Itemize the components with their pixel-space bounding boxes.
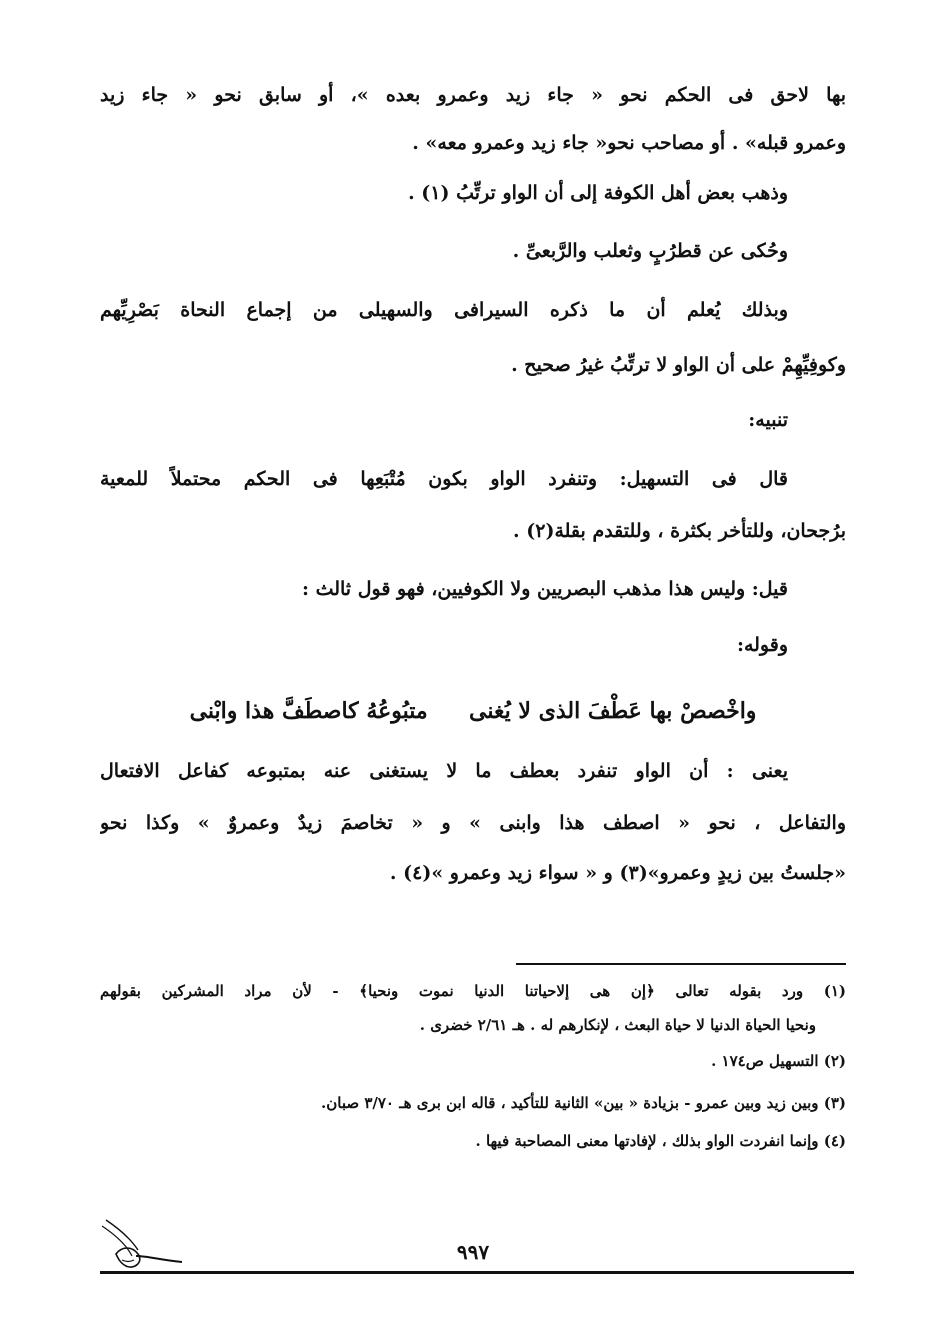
footnote: (٣) وبين زيد وبين عمرو - بزيادة « بين» الثانية للتأكيد ، قاله ابن برى هـ ٣/٧٠ صبان. — [321, 1094, 846, 1112]
verse-left-hemistich: متبُوعُهُ كاصطَفَّ هذا وابْنى — [189, 698, 428, 724]
bottom-rule — [100, 1271, 854, 1274]
text-line: قيل: وليس هذا مذهب البصريين ولا الكوفيين، فهو قول ثالث : — [301, 578, 788, 600]
footnote: (٢) التسهيل ص١٧٤ . — [711, 1052, 846, 1070]
footnote: (١) ورد بقوله تعالى ﴿إن هى إلاحياتنا الدنيا نموت ونحيا﴾ - لأن مراد المشركين بقولهم — [100, 982, 846, 1000]
text-line: بها لاحق فى الحكم نحو « جاء زيد وعمرو بعده »، أو سابق نحو « جاء زيد — [100, 84, 846, 106]
text-line: برُجحان، وللتأخر بكثرة ، وللتقدم بقلة(٢) . — [513, 520, 846, 542]
text-line: قال فى التسهيل: وتنفرد الواو بكون مُتْبَعِها فى الحكم محتملاً للمعية — [100, 468, 788, 490]
text-line: يعنى : أن الواو تنفرد بعطف ما لا يستغنى عنه بمتبوعه كفاعل الافتعال — [100, 760, 788, 782]
section-heading: تنبيه: — [748, 409, 788, 431]
text-line: وكوفِيِّهِمْ على أن الواو لا ترتِّبُ غيرُ صحيح . — [511, 354, 846, 376]
text-line: وبذلك يُعلم أن ما ذكره السيرافى والسهيلى من إجماع النحاة بَصْرِيِّهم — [100, 299, 788, 321]
text-line: وحُكى عن قطرُبٍ وثعلب والرَّبعىِّ . — [512, 240, 788, 262]
footnote-separator — [516, 963, 846, 965]
poetry-verse — [180, 694, 766, 728]
text-line: وعمرو قبله» . أو مصاحب نحو« جاء زيد وعمرو معه» . — [412, 132, 846, 154]
verse-right-hemistich: واخْصصْ بها عَطْفَ الذى لا يُغنى — [469, 698, 757, 724]
footnote-continuation: ونحيا الحياة الدنيا لا حياة البعث ، لإنكارهم له . هـ ٢/٦١ خضرى . — [419, 1016, 816, 1034]
footnote: (٤) وإنما انفردت الواو بذلك ، لإفادتها معنى المصاحبة فيها . — [475, 1132, 846, 1150]
text-line: «جلستُ بين زيدٍ وعمرو»(٣) و « سواء زيد وعمرو »(٤) . — [389, 862, 846, 884]
text-line: والتفاعل ، نحو « اصطف هذا وابنى » و « تخاصمَ زيدٌ وعمروٌ » وكذا نحو — [100, 812, 846, 834]
text-line: وذهب بعض أهل الكوفة إلى أن الواو ترتِّبُ (١) . — [408, 182, 788, 204]
page-number: ٩٩٧ — [456, 1240, 490, 1264]
text-line: وقوله: — [736, 634, 788, 656]
